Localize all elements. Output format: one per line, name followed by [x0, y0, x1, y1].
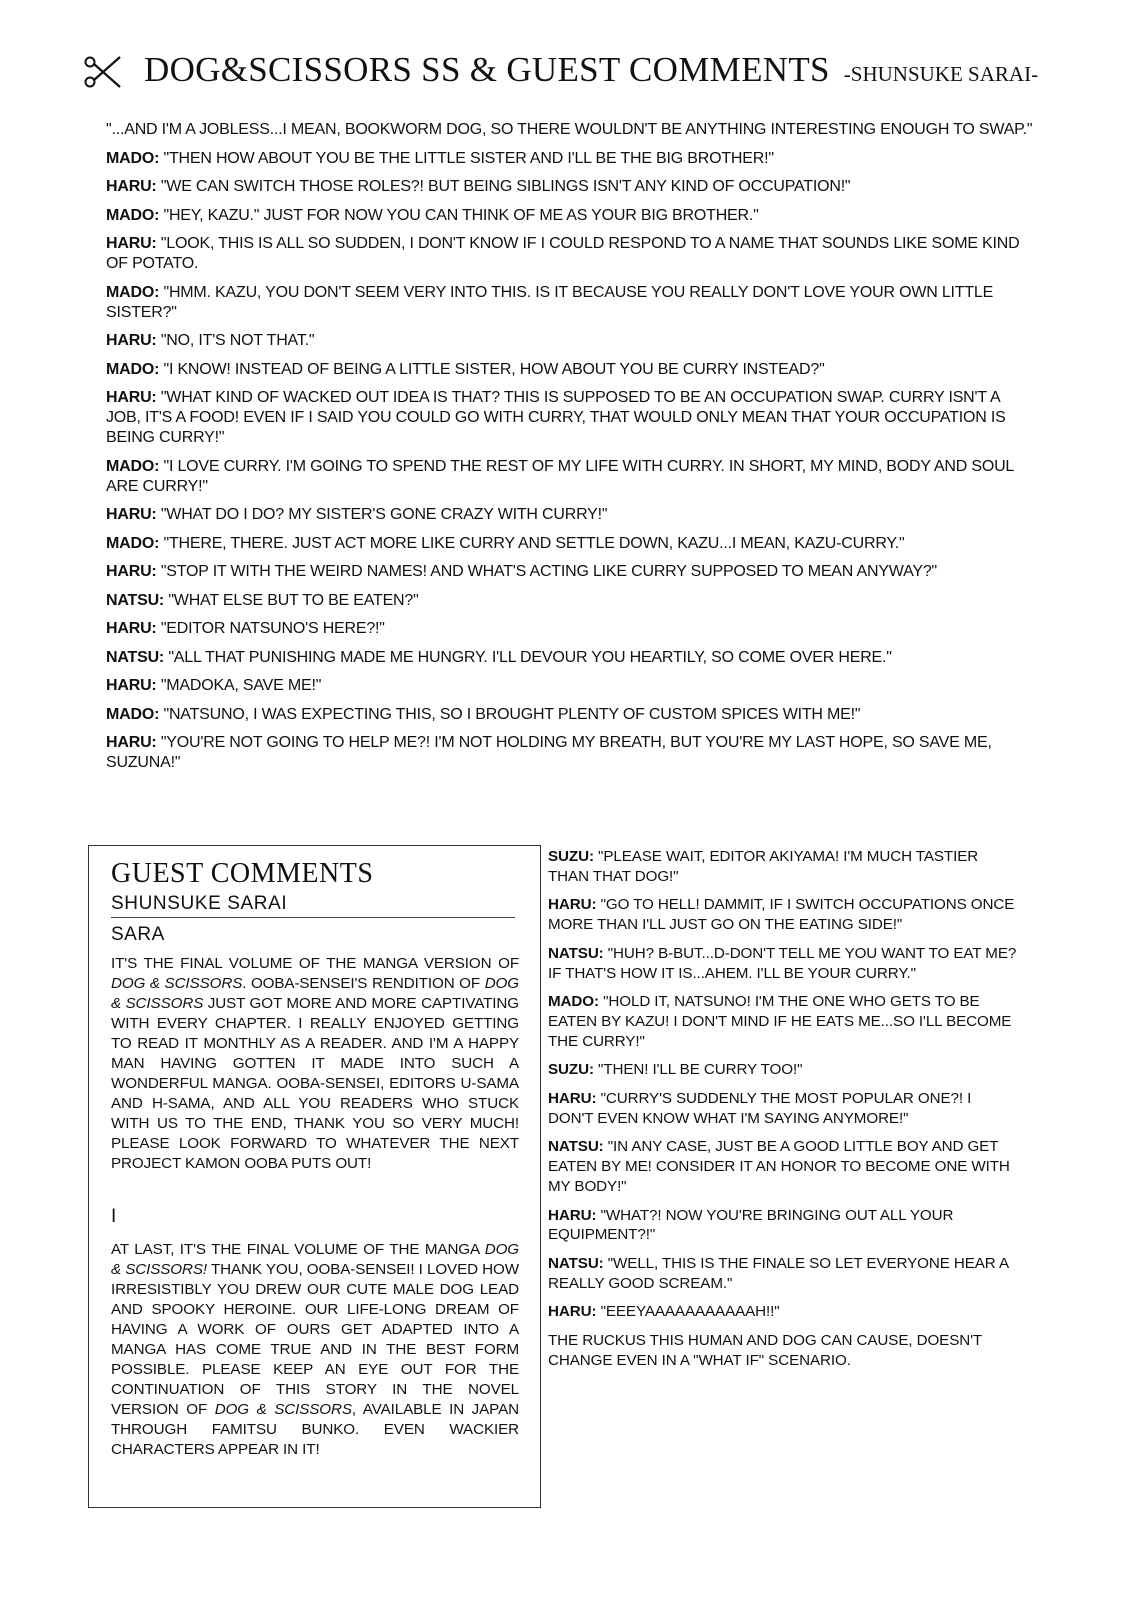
comment-text: . OOBA-SENSEI'S RENDITION OF — [242, 975, 485, 992]
dialogue-line — [106, 619, 1036, 639]
guest-comments-author: SHUNSUKE SARAI — [111, 893, 515, 918]
dialogue-line — [548, 944, 1018, 983]
speaker-label: MADO: — [106, 360, 160, 378]
line-text: "HEY, KAZU." JUST FOR NOW YOU CAN THINK OF ME AS YOUR BIG BROTHER." — [163, 206, 759, 224]
title-reference: DOG & SCISSORS! — [111, 1241, 519, 1278]
line-text: "CURRY'S SUDDENLY THE MOST POPULAR ONE?! I DON'T EVEN KNOW WHAT I'M SAYING ANYMORE!" — [548, 1090, 972, 1127]
comment-name: SARA — [111, 924, 165, 945]
comment-text: THANK YOU, OOBA-SENSEI! I LOVED HOW IRRESISTIBLY YOU DREW OUR CUTE MALE DOG LEAD AND SPOOKY HEROINE. OUR LIFE-LONG DREAM OF HAVING A WORK OF OURS GET ADAPTED INTO A MANGA HAS COME TRUE AND IN THE BEST FORM POSSIBLE. PLEASE KEEP AN EYE OUT FOR THE CONTINUATION OF THIS STORY IN THE NOVEL VERSION OF — [111, 1261, 519, 1418]
line-text: "WELL, THIS IS THE FINALE SO LET EVERYONE HEAR A REALLY GOOD SCREAM." — [548, 1254, 1009, 1292]
dialogue-line — [548, 1089, 1018, 1128]
guest-comments-title: GUEST COMMENTS — [111, 858, 374, 889]
speaker-label: SUZU: — [548, 1061, 594, 1079]
comment-paragraph — [111, 954, 519, 1174]
speaker-label: SUZU: — [548, 848, 594, 865]
speaker-label: HARU: — [548, 896, 597, 914]
comment-text: AT LAST, IT'S THE FINAL VOLUME OF THE MANGA — [111, 1241, 485, 1258]
speaker-label: NATSU: — [548, 1138, 604, 1156]
dialogue-line — [548, 1254, 1018, 1293]
title-reference: DOG & SCISSORS — [111, 975, 243, 992]
line-text: "WHAT?! NOW YOU'RE BRINGING OUT ALL YOUR EQUIPMENT?!" — [548, 1206, 954, 1244]
dialogue-line — [106, 149, 1036, 169]
speaker-label: MADO: — [106, 283, 160, 301]
speaker-label: HARU: — [106, 178, 157, 195]
dialogue-line — [106, 120, 1036, 140]
right-dialogue-column — [548, 847, 1018, 1379]
speaker-label: HARU: — [106, 235, 157, 252]
speaker-label: HARU: — [106, 620, 157, 637]
speaker-label: NATSU: — [106, 648, 165, 666]
speaker-label: MADO: — [548, 993, 599, 1011]
line-text: "HOLD IT, NATSUNO! I'M THE ONE WHO GETS TO BE EATEN BY KAZU! I DON'T MIND IF HE EATS ME...SO I'LL BECOME THE CURRY!" — [548, 993, 1012, 1050]
dialogue-line — [106, 457, 1036, 497]
dialogue-line — [106, 534, 1036, 554]
line-text: "THEN! I'LL BE CURRY TOO!" — [598, 1061, 803, 1079]
line-text: "I KNOW! INSTEAD OF BEING A LITTLE SISTER, HOW ABOUT YOU BE CURRY INSTEAD?" — [163, 360, 825, 378]
dialogue-line — [106, 206, 1036, 226]
dialogue-line — [106, 331, 1036, 351]
comment-paragraph — [111, 1240, 519, 1460]
speaker-label: MADO: — [106, 206, 160, 224]
line-text: "WHAT KIND OF WACKED OUT IDEA IS THAT? THIS IS SUPPOSED TO BE AN OCCUPATION SWAP. CURRY ISN'T A JOB, IT'S A FOOD! EVEN IF I SAID YOU COULD GO WITH CURRY, THAT WOULD ONLY MEAN THAT YOUR OCCUPATION IS BEING CURRY!" — [106, 389, 1006, 446]
speaker-label: HARU: — [106, 506, 157, 523]
dialogue-line — [106, 562, 1036, 582]
line-text: "EDITOR NATSUNO'S HERE?!" — [160, 620, 385, 637]
line-text: "STOP IT WITH THE WEIRD NAMES! AND WHAT'S ACTING LIKE CURRY SUPPOSED TO MEAN ANYWAY?" — [160, 563, 938, 580]
dialogue-line — [106, 733, 1036, 773]
line-text: "HUH? B-BUT...D-DON'T TELL ME YOU WANT TO EAT ME? IF THAT'S HOW IT IS...AHEM. I'LL BE YOUR CURRY." — [548, 944, 1017, 982]
line-text: "THERE, THERE. JUST ACT MORE LIKE CURRY AND SETTLE DOWN, KAZU...I MEAN, KAZU-CURRY." — [163, 534, 905, 552]
dialogue-line — [548, 1206, 1018, 1245]
speaker-label: MADO: — [106, 149, 160, 167]
line-text: "WHAT DO I DO? MY SISTER'S GONE CRAZY WITH CURRY!" — [160, 506, 608, 523]
line-text: THE RUCKUS THIS HUMAN AND DOG CAN CAUSE, DOESN'T CHANGE EVEN IN A "WHAT IF" SCENARIO. — [548, 1332, 982, 1369]
speaker-label: HARU: — [548, 1090, 597, 1108]
speaker-label: HARU: — [548, 1303, 597, 1321]
dialogue-line — [548, 1331, 1018, 1370]
guest-comments-box — [88, 845, 541, 1508]
dialogue-line — [106, 360, 1036, 380]
speaker-label: HARU: — [106, 734, 157, 751]
speaker-label: HARU: — [106, 389, 157, 406]
line-text: "WE CAN SWITCH THOSE ROLES?! BUT BEING SIBLINGS ISN'T ANY KIND OF OCCUPATION!" — [160, 178, 851, 195]
line-text: "IN ANY CASE, JUST BE A GOOD LITTLE BOY AND GET EATEN BY ME! CONSIDER IT AN HONOR TO BECOME ONE WITH MY BODY!" — [548, 1138, 1010, 1195]
speaker-label: MADO: — [106, 457, 160, 475]
line-text: "I LOVE CURRY. I'M GOING TO SPEND THE REST OF MY LIFE WITH CURRY. IN SHORT, MY MIND, BODY AND SOUL ARE CURRY!" — [106, 457, 1014, 495]
dialogue-line — [106, 388, 1036, 448]
line-text: "...AND I'M A JOBLESS...I MEAN, BOOKWORM DOG, SO THERE WOULDN'T BE ANYTHING INTERESTING ENOUGH TO SWAP." — [106, 121, 1033, 138]
line-text: "LOOK, THIS IS ALL SO SUDDEN, I DON'T KNOW IF I COULD RESPOND TO A NAME THAT SOUNDS LIKE SOME KIND OF POTATO. — [106, 235, 1020, 272]
page-subtitle: -SHUNSUKE SARAI- — [843, 62, 1039, 86]
speaker-label: HARU: — [106, 563, 157, 580]
comment-name: I — [111, 1206, 117, 1227]
line-text: "THEN HOW ABOUT YOU BE THE LITTLE SISTER AND I'LL BE THE BIG BROTHER!" — [163, 149, 774, 167]
speaker-label: MADO: — [106, 705, 160, 723]
dialogue-line — [106, 591, 1036, 611]
dialogue-line — [106, 234, 1036, 274]
line-text: "HMM. KAZU, YOU DON'T SEEM VERY INTO THIS. IS IT BECAUSE YOU REALLY DON'T LOVE YOUR OWN LITTLE SISTER?" — [106, 283, 994, 321]
line-text: "GO TO HELL! DAMMIT, IF I SWITCH OCCUPATIONS ONCE MORE THAN I'LL JUST GO ON THE EATING SIDE!" — [548, 896, 1015, 934]
line-text: "WHAT ELSE BUT TO BE EATEN?" — [168, 591, 419, 609]
line-text: "MADOKA, SAVE ME!" — [160, 677, 322, 694]
speaker-label: MADO: — [106, 534, 160, 552]
speaker-label: HARU: — [106, 677, 157, 694]
line-text: "EEEYAAAAAAAAAAAH!!" — [600, 1303, 780, 1321]
page-title: DOG&SCISSORS SS & GUEST COMMENTS — [144, 50, 830, 89]
line-text: "YOU'RE NOT GOING TO HELP ME?! I'M NOT HOLDING MY BREATH, BUT YOU'RE MY LAST HOPE, SO SAVE ME, SUZUNA!" — [106, 734, 992, 771]
dialogue-line — [106, 505, 1036, 525]
dialogue-line — [548, 1060, 1018, 1080]
dialogue-line — [106, 648, 1036, 668]
dialogue-line — [106, 676, 1036, 696]
title-reference: DOG & SCISSORS — [214, 1401, 352, 1418]
dialogue-section — [106, 120, 1036, 782]
dialogue-line — [548, 895, 1018, 934]
dialogue-line — [106, 283, 1036, 323]
speaker-label: HARU: — [106, 332, 157, 349]
line-text: "PLEASE WAIT, EDITOR AKIYAMA! I'M MUCH TASTIER THAN THAT DOG!" — [548, 848, 979, 885]
line-text: "NO, IT'S NOT THAT." — [160, 332, 315, 349]
dialogue-line — [548, 992, 1018, 1051]
scissors-icon — [82, 54, 126, 90]
speaker-label: NATSU: — [548, 944, 604, 962]
dialogue-line — [106, 705, 1036, 725]
comment-text: JUST GOT MORE AND MORE CAPTIVATING WITH EVERY CHAPTER. I REALLY ENJOYED GETTING TO READ IT MONTHLY AS A READER. AND I'M A HAPPY MAN HAVING GOTTEN IT MADE INTO SUCH A WONDERFUL MANGA. OOBA-SENSEI, EDITORS U-SAMA AND H-SAMA, AND ALL YOU READERS WHO STUCK WITH US TO THE END, THANK YOU SO VERY MUCH! PLEASE LOOK FORWARD TO WHATEVER THE NEXT PROJECT KAMON OOBA PUTS OUT! — [111, 995, 519, 1172]
title-reference: DOG & SCISSORS — [111, 975, 519, 1012]
line-text: "ALL THAT PUNISHING MADE ME HUNGRY. I'LL DEVOUR YOU HEARTILY, SO COME OVER HERE." — [168, 648, 892, 666]
dialogue-line — [106, 177, 1036, 197]
page-header — [82, 50, 1042, 94]
dialogue-line — [548, 1302, 1018, 1322]
comment-text: IT'S THE FINAL VOLUME OF THE MANGA VERSION OF — [111, 955, 519, 972]
speaker-label: NATSU: — [548, 1254, 604, 1272]
speaker-label: NATSU: — [106, 591, 165, 609]
comment-text: , AVAILABLE IN JAPAN THROUGH FAMITSU BUNKO. EVEN WACKIER CHARACTERS APPEAR IN IT! — [111, 1401, 519, 1458]
line-text: "NATSUNO, I WAS EXPECTING THIS, SO I BROUGHT PLENTY OF CUSTOM SPICES WITH ME!" — [163, 705, 861, 723]
dialogue-line — [548, 847, 1018, 886]
dialogue-line — [548, 1137, 1018, 1196]
speaker-label: HARU: — [548, 1206, 597, 1224]
